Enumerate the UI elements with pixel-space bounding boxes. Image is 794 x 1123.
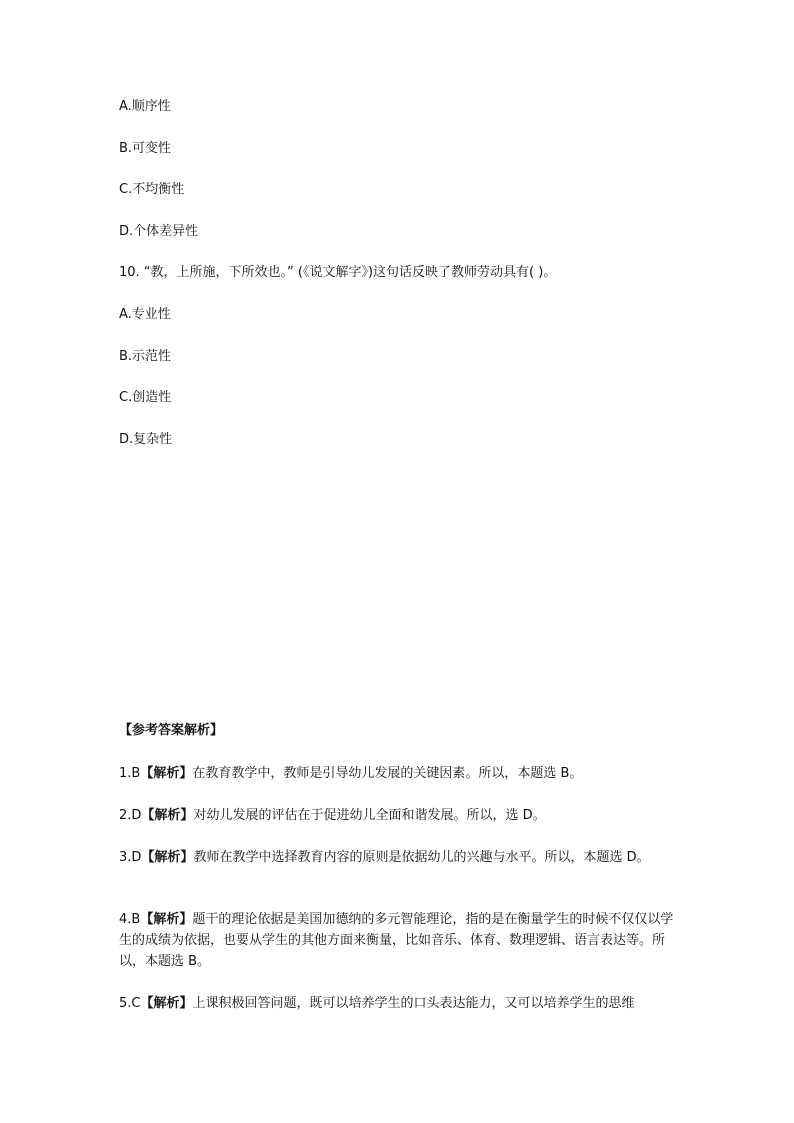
q10-option-d: D.复杂性 bbox=[119, 432, 173, 447]
q10-option-a: A.专业性 bbox=[119, 307, 171, 322]
answer-text: 上课积极回答问题，既可以培养学生的口头表达能力，又可以培养学生的思维 bbox=[192, 996, 635, 1011]
answers-heading: 【参考答案解析】 bbox=[119, 723, 224, 738]
answer-label: 【解析】 bbox=[140, 996, 193, 1011]
q9-option-c: C.不均衡性 bbox=[119, 182, 185, 197]
answer-text: 教师在教学中选择教育内容的原则是依据幼儿的兴趣与水平。所以，本题选 D。 bbox=[193, 850, 650, 865]
answer-item-4 bbox=[119, 909, 677, 972]
q9-option-b: B.可变性 bbox=[119, 141, 172, 156]
answer-text: 在教育教学中，教师是引导幼儿发展的关键因素。所以，本题选 B。 bbox=[192, 766, 583, 781]
answer-text: 题干的理论依据是美国加德纳的多元智能理论，指的是在衡量学生的时候不仅仅以学生的成绩为依据，也要从学生的其他方面来衡量，比如音乐、体育、数理逻辑、语言表达等。所以，本题选 B。 bbox=[119, 912, 674, 969]
answer-label: 【解析】 bbox=[140, 766, 193, 781]
q10-stem: 10. “教，上所施，下所效也。” (《说文解字》)这句话反映了教师劳动具有( )。 bbox=[119, 265, 557, 280]
answer-item-3 bbox=[119, 847, 677, 868]
q10-option-c: C.创造性 bbox=[119, 390, 172, 405]
answer-label: 【解析】 bbox=[141, 808, 194, 823]
answer-number: 1.B bbox=[119, 766, 141, 781]
answer-text: 对幼儿发展的评估在于促进幼儿全面和谐发展。所以，选 D。 bbox=[193, 808, 546, 823]
answer-number: 2.D bbox=[119, 808, 142, 823]
q10-option-b: B.示范性 bbox=[119, 349, 172, 364]
answer-number: 5.C bbox=[119, 996, 141, 1011]
answer-number: 4.B bbox=[119, 912, 141, 927]
q9-option-a: A.顺序性 bbox=[119, 99, 171, 114]
answer-label: 【解析】 bbox=[141, 850, 194, 865]
q9-option-d: D.个体差异性 bbox=[119, 224, 199, 239]
answer-item-5 bbox=[119, 993, 677, 1014]
answer-item-1 bbox=[119, 763, 677, 784]
answer-item-2 bbox=[119, 805, 677, 826]
answer-number: 3.D bbox=[119, 850, 142, 865]
answer-label: 【解析】 bbox=[140, 912, 193, 927]
